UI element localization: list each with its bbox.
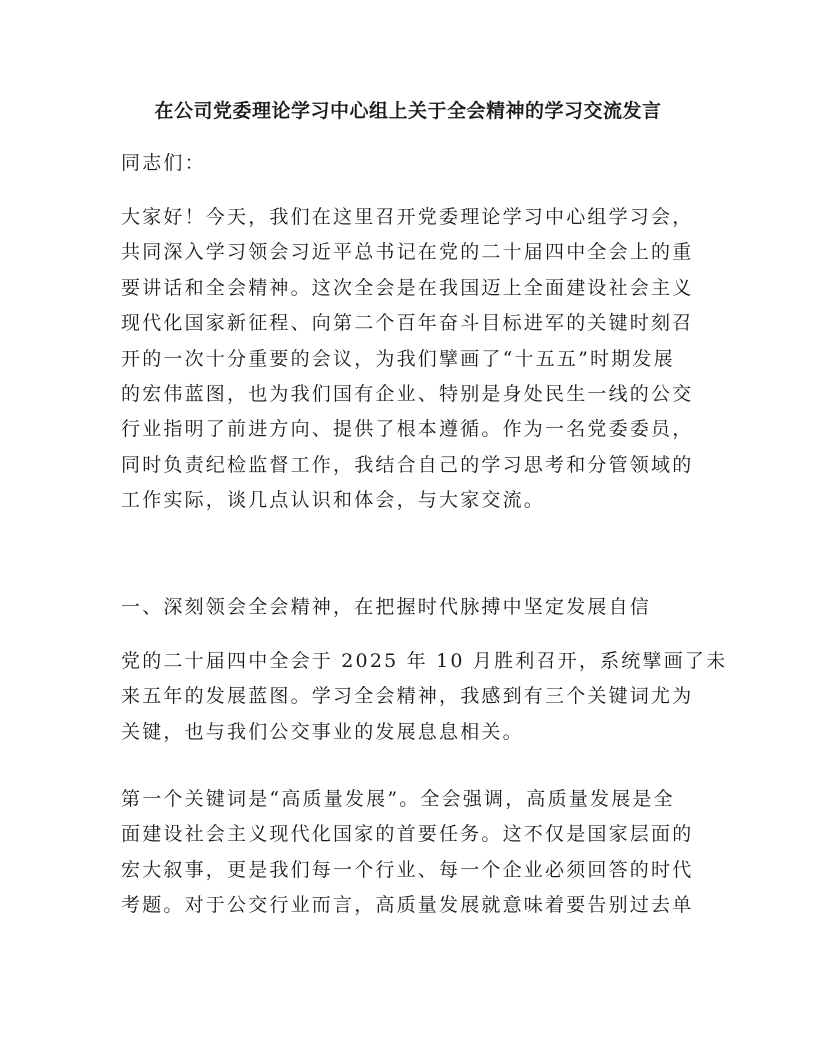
text-line: 开的一次十分重要的会议，为我们擘画了“十五五”时期发展 <box>121 347 675 370</box>
text-line: 宏大叙事，更是我们每一个行业、每一个企业必须回答的时代 <box>121 858 694 881</box>
text-line: 第一个关键词是“高质量发展”。全会强调，高质量发展是全 <box>121 788 675 810</box>
text-line: 大家好！今天，我们在这里召开党委理论学习中心组学习会， <box>121 206 694 228</box>
text-line: 行业指明了前进方向、提供了根本遵循。作为一名党委委员， <box>121 418 694 441</box>
text-line: 现代化国家新征程、向第二个百年奋斗目标进军的关键时刻召 <box>121 312 694 335</box>
text-line: 面建设社会主义现代化国家的首要任务。这不仅是国家层面的 <box>121 823 694 846</box>
text-line: 考题。对于公交行业而言，高质量发展就意味着要告别过去单 <box>121 894 694 917</box>
section-heading-text: 一、深刻领会全会精神，在把握时代脉搏中坚定发展自信 <box>121 596 652 618</box>
text-line: 共同深入学习领会习近平总书记在党的二十届四中全会上的重 <box>121 241 694 264</box>
paragraph-keyword1 <box>121 782 701 924</box>
paragraph-intro <box>121 200 701 519</box>
text-line: 党的二十届四中全会于 2025 年 10 月胜利召开，系统擘画了未 <box>121 650 728 672</box>
text-line: 要讲话和全会精神。这次全会是在我国迈上全面建设社会主义 <box>121 276 694 299</box>
text-line: 同时负责纪检监督工作，我结合自己的学习思考和分管领域的 <box>121 453 694 476</box>
document-title: 在公司党委理论学习中心组上关于全会精神的学习交流发言 <box>154 100 662 122</box>
salutation-text: 同志们： <box>121 152 206 174</box>
salutation <box>121 146 701 181</box>
text-line: 的宏伟蓝图，也为我们国有企业、特别是身处民生一线的公交 <box>121 383 694 406</box>
section-heading <box>121 590 701 625</box>
text-line: 来五年的发展蓝图。学习全会精神，我感到有三个关键词尤为 <box>121 685 694 708</box>
text-line: 工作实际，谈几点认识和体会，与大家交流。 <box>121 489 546 512</box>
paragraph-section1 <box>121 644 728 750</box>
text-line: 关键，也与我们公交事业的发展息息相关。 <box>121 720 524 743</box>
